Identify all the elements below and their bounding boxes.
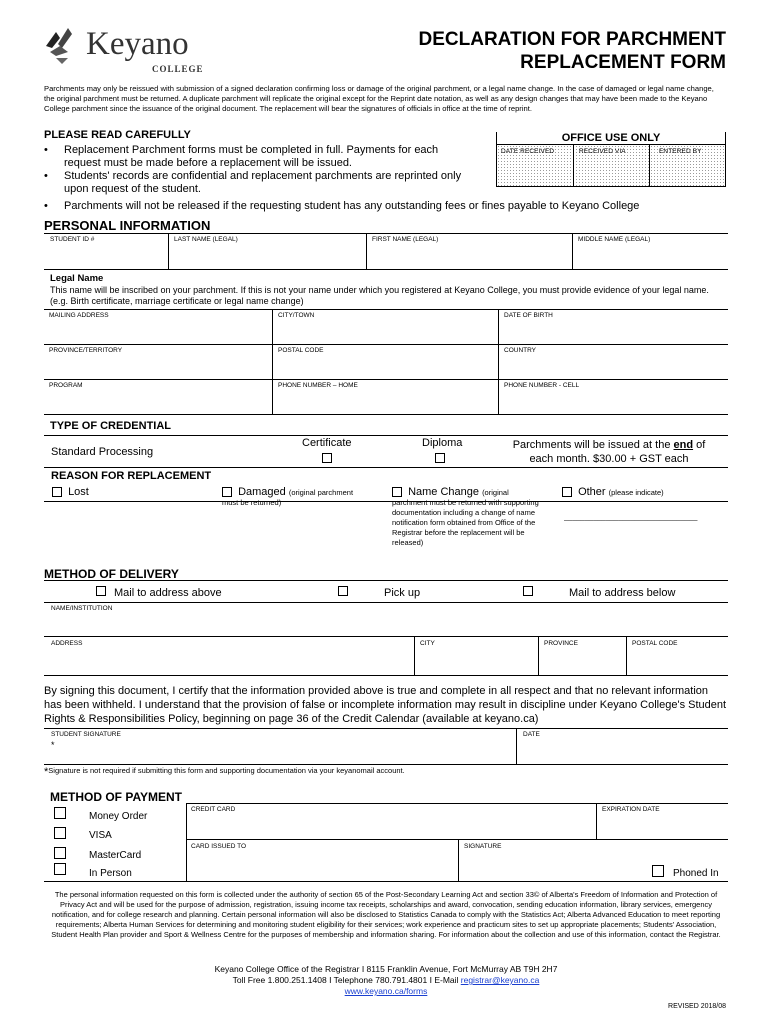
- delivery-address-field[interactable]: ADDRESS: [51, 640, 83, 647]
- middle-name-field[interactable]: MIDDLE NAME (LEGAL): [578, 236, 651, 243]
- other-note: (please indicate): [608, 488, 664, 497]
- personal-heading: PERSONAL INFORMATION: [44, 218, 211, 233]
- credential-heading: TYPE OF CREDENTIAL: [50, 420, 172, 432]
- lost-label: Lost: [68, 486, 89, 498]
- mail-below-label: Mail to address below: [569, 587, 676, 599]
- footer-email-link[interactable]: registrar@keyano.ca: [460, 975, 540, 985]
- pickup-checkbox[interactable]: [338, 586, 348, 596]
- card-signature-field[interactable]: SIGNATURE: [464, 843, 502, 850]
- college-logo: [42, 24, 212, 79]
- name-change-note-b: parchment must be returned with supporting documentation including a change of name notification form obtained from Office of the Registrar before the replacement will be released): [392, 498, 539, 547]
- title-line1: DECLARATION FOR PARCHMENT: [418, 29, 726, 50]
- payment-heading: METHOD OF PAYMENT: [50, 790, 183, 804]
- in-person-label: In Person: [89, 868, 132, 879]
- other-label: Other: [578, 486, 606, 498]
- personal-grid: [44, 233, 728, 270]
- bullet-item: • Students' records are confidential and replacement parchments are reprinted only upon request of the student.: [36, 170, 476, 196]
- card-issued-to-field[interactable]: CARD ISSUED TO: [191, 843, 247, 850]
- office-use-box: [496, 132, 726, 187]
- name-change-note-a: (original: [482, 488, 509, 497]
- name-institution-field[interactable]: NAME/INSTITUTION: [51, 605, 113, 612]
- reason-lost[interactable]: [52, 486, 89, 498]
- footer-contact: [44, 964, 728, 997]
- delivery-row: [44, 580, 728, 603]
- other-input-line[interactable]: ________________________________: [564, 512, 698, 521]
- certificate-label: Certificate: [302, 437, 352, 449]
- office-use-title: OFFICE USE ONLY: [497, 132, 725, 145]
- certification-text: By signing this document, I certify that the information provided above is true and complete in all respect and that no relevant information has been withheld. I understand that the provision of false or incomplete information may result in discipline under Keyano College's Student Rights & Responsibilities Policy, beginning on page 36 of the Credit Calendar (available at keyano.ca): [44, 685, 727, 725]
- damaged-note-b: must be returned): [222, 498, 282, 507]
- payment-grid: [186, 803, 728, 881]
- read-carefully-heading: PLEASE READ CAREFULLY: [44, 129, 191, 141]
- pickup-label: Pick up: [384, 587, 421, 599]
- mailing-address-field[interactable]: MAILING ADDRESS: [49, 312, 109, 319]
- dob-field[interactable]: DATE OF BIRTH: [504, 312, 553, 319]
- city-town-field[interactable]: CITY/TOWN: [278, 312, 315, 319]
- damaged-label: Damaged: [238, 486, 286, 498]
- mail-below-checkbox[interactable]: [523, 586, 533, 596]
- intro-text: Parchments may only be reissued with submission of a signed declaration confirming loss or damage of the original parchment, or a legal name change. In the case of damaged or legal name change, the original parchment must be returned. A duplicate parchment will replicate the original except for the Reprint date notation, as well as any design changes that may have been made to the Keyano College parchment since the issuance of the original document. The replacement will bear the signatures of officials in office at the time of reprint.: [44, 84, 714, 113]
- mastercard-label: MasterCard: [89, 850, 142, 861]
- diploma-checkbox[interactable]: [435, 453, 445, 463]
- mail-above-checkbox[interactable]: [96, 586, 106, 596]
- legal-name-text: This name will be inscribed on your parchment. If this is not your name under which you registered at Keyano College, you must provide evidence of your legal name. (e.g. Birth certificate, marriage certificate or legal name change): [50, 285, 709, 306]
- last-name-field[interactable]: LAST NAME (LEGAL): [174, 236, 238, 243]
- first-name-field[interactable]: FIRST NAME (LEGAL): [372, 236, 439, 243]
- issue-end-emphasis: end: [673, 439, 694, 451]
- office-received-via: RECEIVED VIA: [579, 148, 626, 155]
- privacy-statement: The personal information requested on this form is collected under the authority of section 65 of the Post-Secondary Learning Act and section 33© of Alberta's Freedom of Information and Protection of Privacy Act and will be used for the purpose of admission, registration, issuing income tax receipts, scholarships and award, convocation, sending education information, library services, emergency notification, and for college research and planning. Certain personal information will also be disclosed to Statistics Canada to comply with the Statistics Act; Alberta Advanced Education to meet reporting requirements; Alberta Human Services for determining and monitoring student eligibility for their services; work experience and practicum sites to set up appropriate placements; Students' Association, Student Health Plan provider and Sport & Wellness Centre for the purposes of membership and information sharing. For information about the collection and use of this information, contact the Registrar.: [51, 890, 721, 939]
- postal-code-field[interactable]: POSTAL CODE: [278, 347, 324, 354]
- office-entered-by: ENTERED BY: [659, 148, 702, 155]
- mastercard-checkbox[interactable]: [54, 847, 66, 859]
- form-title: [419, 28, 727, 74]
- logo-name: Keyano: [86, 26, 189, 62]
- signature-date-field[interactable]: DATE: [523, 731, 540, 738]
- name-change-label: Name Change: [408, 486, 479, 498]
- other-checkbox[interactable]: [562, 487, 572, 497]
- phoned-in-checkbox[interactable]: [652, 865, 664, 877]
- footer-address: Keyano College Office of the Registrar I 8115 Franklin Avenue, Fort McMurray AB T9H 2H7: [214, 964, 558, 974]
- money-order-label: Money Order: [89, 811, 148, 822]
- delivery-postal-field[interactable]: POSTAL CODE: [632, 640, 678, 647]
- lost-checkbox[interactable]: [52, 487, 62, 497]
- money-order-checkbox[interactable]: [54, 807, 66, 819]
- expiration-date-field[interactable]: EXPIRATION DATE: [602, 806, 660, 813]
- province-field[interactable]: PROVINCE/TERRITORY: [49, 347, 123, 354]
- visa-label: VISA: [89, 830, 112, 841]
- address-grid: [44, 309, 728, 415]
- reason-other[interactable]: [562, 486, 728, 521]
- mail-above-label: Mail to address above: [114, 587, 222, 599]
- student-signature-field[interactable]: STUDENT SIGNATURE: [51, 731, 121, 738]
- keyano-mark-icon: [42, 24, 82, 68]
- phoned-in-label: Phoned In: [673, 868, 719, 879]
- signature-row: [44, 728, 728, 765]
- program-field[interactable]: PROGRAM: [49, 382, 83, 389]
- delivery-heading: METHOD OF DELIVERY: [44, 567, 179, 581]
- country-field[interactable]: COUNTRY: [504, 347, 537, 354]
- student-id-field[interactable]: STUDENT ID #: [50, 236, 95, 243]
- footer-web-link[interactable]: www.keyano.ca/forms: [344, 986, 428, 996]
- reason-damaged[interactable]: [222, 486, 382, 507]
- footer-phones: Toll Free 1.800.251.1408 I Telephone 780.791.4801 I E-Mail registrar@keyano.ca: [232, 975, 540, 985]
- in-person-checkbox[interactable]: [54, 863, 66, 875]
- revision-date: REVISED 2018/08: [668, 1003, 726, 1010]
- delivery-province-field[interactable]: PROVINCE: [544, 640, 578, 647]
- signature-footnote: *Signature is not required if submitting this form and supporting documentation via your keyanomail account.: [44, 766, 405, 778]
- bullet-item: • Parchments will not be released if the requesting student has any outstanding fees or fines payable to Keyano College: [36, 200, 736, 213]
- credit-card-field[interactable]: CREDIT CARD: [191, 806, 236, 813]
- title-line2: REPLACEMENT FORM: [520, 52, 726, 73]
- standard-processing-label: Standard Processing: [51, 446, 154, 458]
- legal-name-title: Legal Name: [50, 273, 104, 284]
- phone-home-field[interactable]: PHONE NUMBER – HOME: [278, 382, 358, 389]
- read-carefully-list-wide: [36, 200, 736, 213]
- delivery-address-grid: [44, 603, 728, 676]
- reason-name-change[interactable]: [392, 486, 552, 548]
- name-change-checkbox[interactable]: [392, 487, 402, 497]
- delivery-city-field[interactable]: CITY: [420, 640, 435, 647]
- damaged-checkbox[interactable]: [222, 487, 232, 497]
- signature-star: *: [51, 740, 55, 750]
- visa-checkbox[interactable]: [54, 827, 66, 839]
- issue-note: Parchments will be issued at the end of each month. $30.00 + GST each: [512, 439, 706, 465]
- reason-heading: REASON FOR REPLACEMENT: [51, 470, 212, 482]
- bullet-item: • Replacement Parchment forms must be completed in full. Payments for each request must be made before a replacement will be issued.: [36, 144, 476, 170]
- certificate-checkbox[interactable]: [322, 453, 332, 463]
- office-date-received: DATE RECEIVED: [501, 148, 555, 155]
- phone-cell-field[interactable]: PHONE NUMBER - CELL: [504, 382, 580, 389]
- damaged-note-a: (original parchment: [288, 488, 354, 497]
- diploma-label: Diploma: [422, 437, 463, 449]
- logo-subtitle: COLLEGE: [152, 64, 204, 74]
- read-carefully-list: [36, 144, 476, 196]
